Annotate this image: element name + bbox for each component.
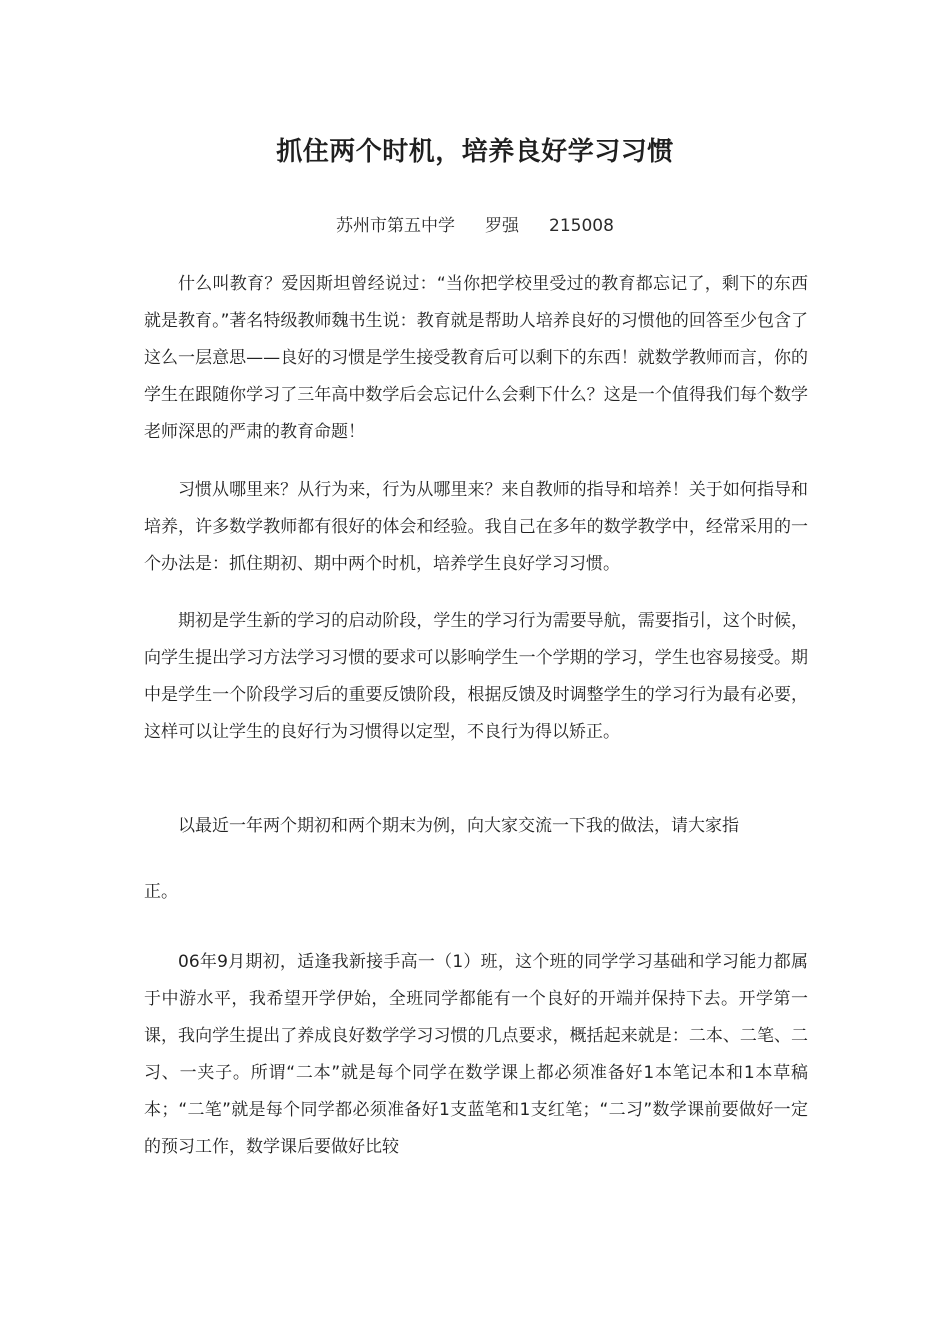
byline <box>0 211 950 236</box>
paragraph-continuation: 正。 <box>144 882 178 902</box>
paragraph: 习惯从哪里来？从行为来，行为从哪里来？来自教师的指导和培养！关于如何指导和培养，许多数学教师都有很好的体会和经验。我自己在多年的数学教学中，经常采用的一个办法是：抓住期初、期中两个时机，培养学生良好学习习惯。 <box>144 480 808 574</box>
paragraph: 06年9月期初，适逢我新接手高一（1）班，这个班的同学学习基础和学习能力都属于中游水平，我希望开学伊始，全班同学都能有一个良好的开端并保持下去。开学第一课，我向学生提出了养成良好数学学习习惯的几点要求，概括起来就是：二本、二笔、二习、一夹子。所谓“二本”就是每个同学在数学课上都必须准备好1本笔记本和1本草稿本；“二笔”就是每个同学都必须准备好1支蓝笔和1支红笔；“二习”数学课前要做好一定的预习工作，数学课后要做好比较 <box>144 952 808 1157</box>
paragraph: 什么叫教育？爱因斯坦曾经说过：“当你把学校里受过的教育都忘记了，剩下的东西就是教育。”著名特级教师魏书生说：教育就是帮助人培养良好的习惯他的回答至少包含了这么一层意思——良好的习惯是学生接受教育后可以剩下的东西！就数学教师而言，你的学生在跟随你学习了三年高中数学后会忘记什么会剩下什么？这是一个值得我们每个数学老师深思的严肃的教育命题！ <box>144 274 808 442</box>
paragraph: 以最近一年两个期初和两个期末为例，向大家交流一下我的做法，请大家指 <box>178 816 739 836</box>
byline-postcode: 215008 <box>549 216 614 236</box>
byline-school: 苏州市第五中学 <box>336 216 456 236</box>
document-title: 抓住两个时机，培养良好学习习惯 <box>276 137 674 167</box>
paragraph: 期初是学生新的学习的启动阶段，学生的学习行为需要导航，需要指引，这个时候，向学生提出学习方法学习习惯的要求可以影响学生一个学期的学习，学生也容易接受。期中是学生一个阶段学习后的重要反馈阶段，根据反馈及时调整学生的学习行为最有必要，这样可以让学生的良好行为习惯得以定型，不良行为得以矫正。 <box>144 611 808 742</box>
byline-author: 罗强 <box>485 216 520 236</box>
